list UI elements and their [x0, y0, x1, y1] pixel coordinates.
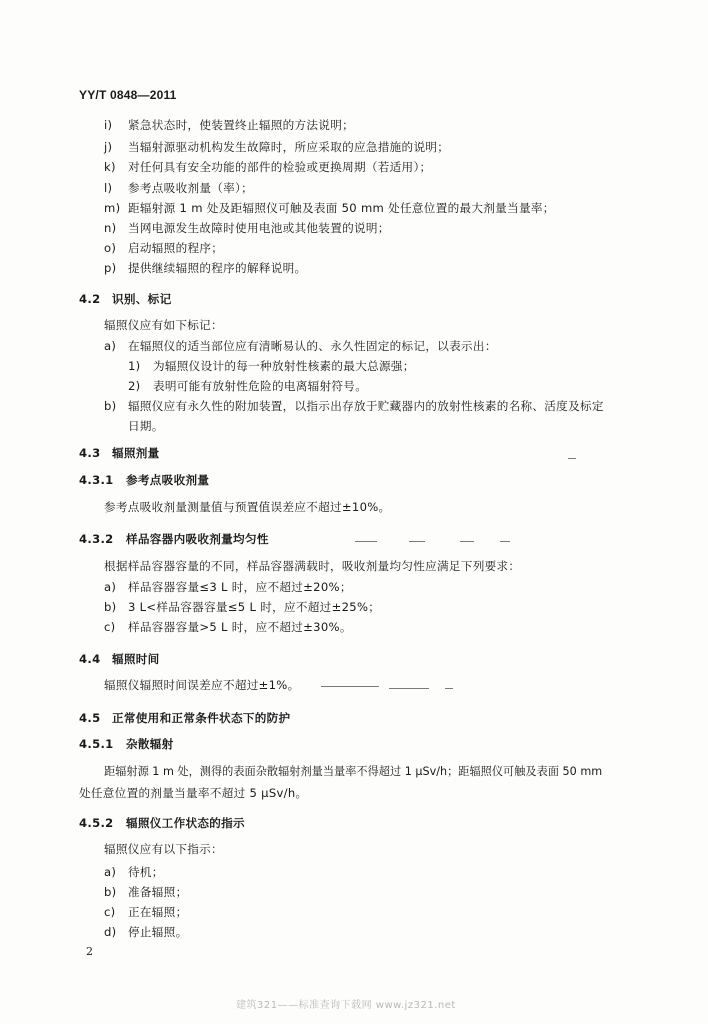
section-heading-4-2	[79, 292, 171, 306]
section-title: 杂散辐射	[126, 737, 174, 751]
section-number: 4.5.2	[79, 816, 114, 830]
paragraph-continued: 处任意位置的剂量当量率不超过 5 μSv/h。	[79, 786, 308, 800]
list-text: 待机；	[128, 865, 164, 879]
section-title: 辐照仪工作状态的指示	[126, 816, 245, 830]
subsection-heading-4-3-2	[79, 532, 269, 546]
list-text: 启动辐照的程序；	[128, 241, 224, 255]
scan-speck	[355, 541, 377, 542]
list-item	[104, 620, 352, 634]
subsection-heading-4-5-1	[79, 737, 174, 751]
list-marker: m)	[104, 201, 121, 215]
section-title: 参考点吸收剂量	[126, 473, 210, 487]
list-item	[104, 261, 306, 275]
section-title: 辐照剂量	[112, 446, 160, 460]
list-marker: c)	[104, 620, 116, 634]
watermark-text: 建筑321——标准查询下载网 www.jz321.net	[236, 1000, 456, 1011]
list-marker: i)	[104, 118, 113, 132]
list-item	[104, 201, 555, 215]
list-item	[104, 140, 449, 154]
list-text: 提供继续辐照的程序的解释说明。	[128, 261, 307, 275]
list-item	[104, 885, 187, 899]
list-text: 为辐照仪设计的每一种放射性核素的最大总源强；	[153, 359, 415, 373]
list-text: 3 L<样品容器容量≤5 L 时，应不超过±25%；	[128, 600, 381, 614]
list-text: 紧急状态时，使装置终止辐照的方法说明；	[128, 118, 354, 132]
paragraph: 辐照仪应有如下标记：	[104, 318, 223, 332]
paragraph: 辐照仪辐照时间误差应不超过±1%。	[104, 678, 300, 692]
list-item	[104, 118, 354, 132]
list-marker: c)	[104, 905, 116, 919]
list-text: 在辐照仪的适当部位应有清晰易认的、永久性固定的标记，以表示出：	[128, 339, 497, 353]
list-text-continued: 日期。	[128, 419, 164, 433]
section-title: 辐照时间	[112, 652, 160, 666]
list-item	[104, 865, 164, 879]
section-number: 4.3.2	[79, 532, 114, 546]
list-text: 对任何具有安全功能的部件的检验或更换周期（若适用）；	[128, 160, 432, 174]
list-text: 距辐射源 1 m 处及距辐照仪可触及表面 50 mm 处任意位置的最大剂量当量率；	[128, 201, 555, 215]
list-text: 当辐射源驱动机构发生故障时，所应采取的应急措施的说明；	[128, 140, 450, 154]
list-marker: b)	[104, 600, 117, 614]
section-number: 4.2	[79, 292, 101, 306]
section-title: 识别、标记	[112, 292, 172, 306]
list-marker: l)	[104, 181, 113, 195]
list-text: 当网电源发生故障时使用电池或其他装置的说明；	[128, 221, 390, 235]
list-item	[104, 181, 253, 195]
paragraph: 辐照仪应有以下指示：	[104, 842, 223, 856]
list-text: 辐照仪应有永久性的附加装置，以指示出存放于贮藏器内的放射性核素的名称、活度及标定	[128, 399, 604, 413]
sub-list-item	[128, 359, 415, 373]
subsection-heading-4-3-1	[79, 473, 209, 487]
list-marker: a)	[104, 339, 117, 353]
list-marker: d)	[104, 925, 117, 939]
list-item	[104, 600, 380, 614]
list-marker: p)	[104, 261, 117, 275]
list-item	[104, 339, 497, 353]
list-marker: b)	[104, 399, 117, 413]
list-item	[104, 580, 352, 594]
scan-speck	[321, 686, 379, 687]
scan-speck	[500, 541, 510, 542]
list-marker: b)	[104, 885, 117, 899]
page-number: 2	[86, 945, 93, 958]
list-text: 样品容器容量≤3 L 时，应不超过±20%；	[128, 580, 352, 594]
standard-number-header: YY/T 0848—2011	[79, 88, 177, 102]
list-item	[104, 925, 187, 939]
list-marker: 1)	[128, 359, 141, 373]
paragraph: 参考点吸收剂量测量值与预置值误差应不超过±10%。	[104, 500, 391, 514]
list-item	[104, 160, 431, 174]
section-heading-4-5	[79, 711, 290, 725]
list-marker: n)	[104, 221, 117, 235]
paragraph: 距辐射源 1 m 处，测得的表面杂散辐射剂量当量率不得超过 1 μSv/h；距辐照仪可触及表面 50 mm	[104, 765, 603, 778]
list-text: 表明可能有放射性危险的电离辐射符号。	[153, 379, 368, 393]
scan-speck	[445, 688, 453, 689]
section-number: 4.3.1	[79, 473, 114, 487]
list-text: 停止辐照。	[128, 925, 188, 939]
list-item	[104, 221, 390, 235]
section-number: 4.5	[79, 711, 101, 725]
paragraph: 根据样品容器容量的不同，样品容器满载时，吸收剂量均匀性应满足下列要求：	[104, 559, 521, 573]
section-number: 4.5.1	[79, 737, 114, 751]
list-marker: o)	[104, 241, 117, 255]
scan-speck	[568, 458, 576, 459]
section-title: 正常使用和正常条件状态下的防护	[112, 711, 291, 725]
list-text: 参考点吸收剂量（率）；	[128, 181, 254, 195]
list-text: 样品容器容量>5 L 时，应不超过±30%。	[128, 620, 352, 634]
subsection-heading-4-5-2	[79, 816, 245, 830]
section-number: 4.4	[79, 652, 101, 666]
list-text: 准备辐照；	[128, 885, 188, 899]
list-item	[104, 241, 223, 255]
sub-list-item	[128, 379, 367, 393]
list-marker: 2)	[128, 379, 141, 393]
section-heading-4-4	[79, 652, 160, 666]
list-marker: a)	[104, 865, 117, 879]
list-marker: k)	[104, 160, 116, 174]
list-marker: j)	[104, 140, 113, 154]
list-item	[104, 905, 187, 919]
scan-speck	[460, 541, 474, 542]
section-heading-4-3	[79, 446, 160, 460]
scan-speck	[409, 541, 425, 542]
scan-speck	[389, 688, 429, 689]
section-title: 样品容器内吸收剂量均匀性	[126, 532, 269, 546]
list-marker: a)	[104, 580, 117, 594]
section-number: 4.3	[79, 446, 101, 460]
list-text: 正在辐照；	[128, 905, 188, 919]
list-item	[104, 399, 604, 413]
